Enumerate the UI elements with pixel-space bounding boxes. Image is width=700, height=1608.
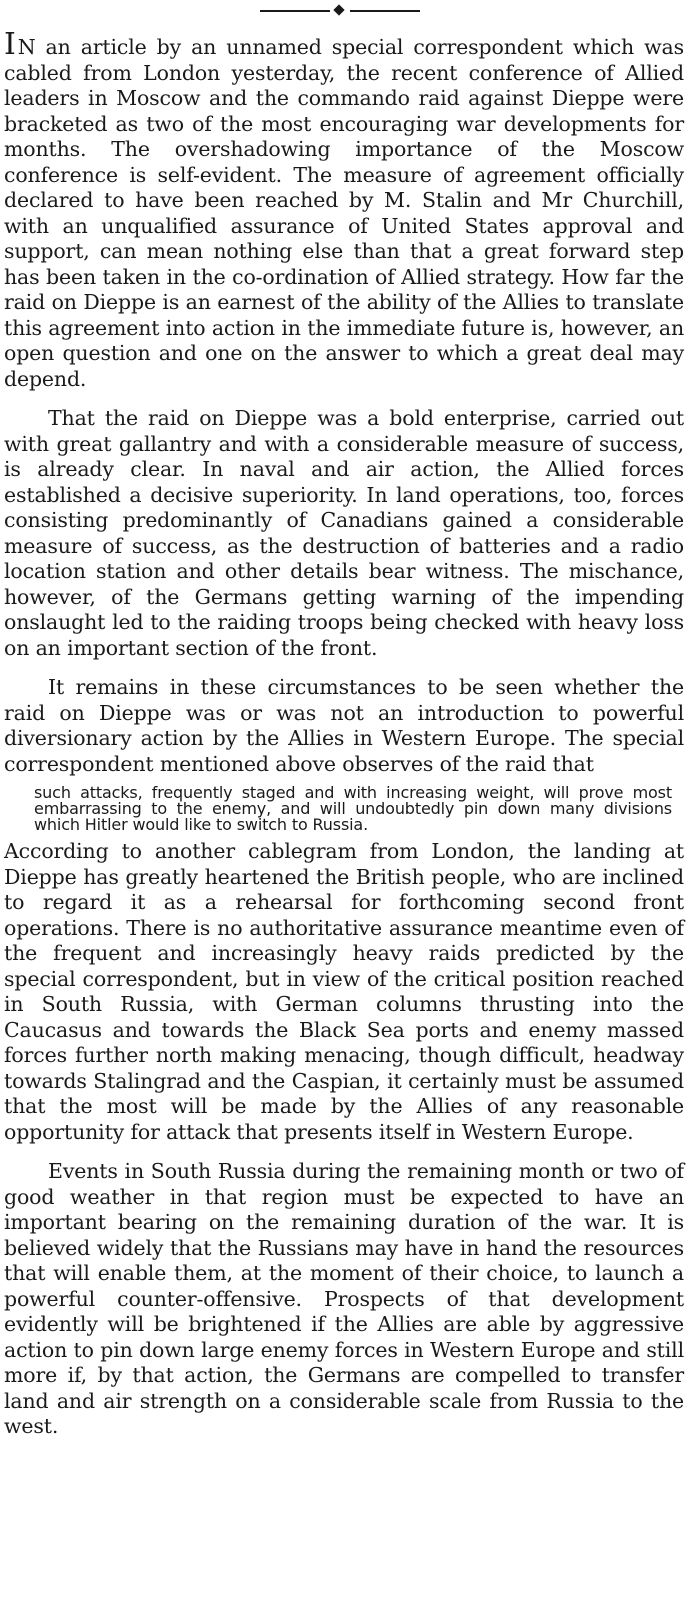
paragraph-1 — [4, 27, 684, 392]
paragraph-1-text: N an article by an unnamed special correspondent which was cabled from London yesterday, the recent conference of Allied leaders in Moscow and the commando raid against Dieppe were bracketed as two of the most encouraging war developments for months. The overshadowing importance of the Moscow conference is self-evident. The measure of agreement officially declared to have been reached by M. Stalin and Mr Churchill, with an unqualified assurance of United States approval and support, can mean nothing else than that a great forward step has been taken in the co-ordination of Allied strategy. How far the raid on Dieppe is an earnest of the ability of the Allies to translate this agreement into action in the immediate future is, however, an open question and one on the answer to which a great deal may depend. — [4, 35, 684, 391]
diamond-ornament-icon — [333, 4, 344, 15]
paragraph-4: According to another cablegram from London, the landing at Dieppe has greatly heartened the British people, who are inclined to regard it as a rehearsal for forthcoming second front operations. There is no authoritative assurance meantime even of the frequent and increasingly heavy raids predicted by the special correspondent, but in view of the critical position reached in South Russia, with German columns thrusting into the Caucasus and towards the Black Sea ports and enemy massed forces further north making menacing, though difficult, headway towards Stalingrad and the Caspian, it certainly must be assumed that the most will be made by the Allies of any reasonable opportunity for attack that presents itself in Western Europe. — [4, 839, 684, 1144]
paragraph-5: Events in South Russia during the remaining month or two of good weather in that region must be expected to have an important bearing on the remaining duration of the war. It is believed widely that the Russians may have in hand the resources that will enable them, at the moment of their choice, to launch a powerful counter-offensive. Prospects of that development evidently will be brightened if the Allies are able by aggressive action to pin down large enemy forces in Western Europe and still more if, by that action, the Germans are compelled to transfer land and air strength on a considerable scale from Russia to the west. — [4, 1159, 684, 1438]
block-quote: such attacks, frequently staged and with increasing weight, will prove most embarrassing to the enemy, and will undoubtedly pin down many divisions which Hitler would like to switch to Russia. — [34, 783, 672, 834]
decorative-rule — [260, 7, 420, 15]
paragraph-3: It remains in these circumstances to be seen whether the raid on Dieppe was or was not an introduction to powerful diversionary action by the Allies in Western Europe. The special correspondent mentioned above observes of the raid that — [4, 675, 684, 776]
drop-cap: I — [4, 27, 16, 62]
rule-line-left — [260, 10, 330, 12]
article-body — [4, 27, 684, 1454]
paragraph-2: That the raid on Dieppe was a bold enterprise, carried out with great gallantry and with a considerable measure of success, is already clear. In naval and air action, the Allied forces established a decisive superiority. In land operations, too, forces consisting predominantly of Canadians gained a considerable measure of success, as the destruction of batteries and a radio location station and other details bear witness. The mischance, however, of the Germans getting warning of the impending onslaught led to the raiding troops being checked with heavy loss on an important section of the front. — [4, 406, 684, 660]
rule-line-right — [350, 10, 420, 12]
